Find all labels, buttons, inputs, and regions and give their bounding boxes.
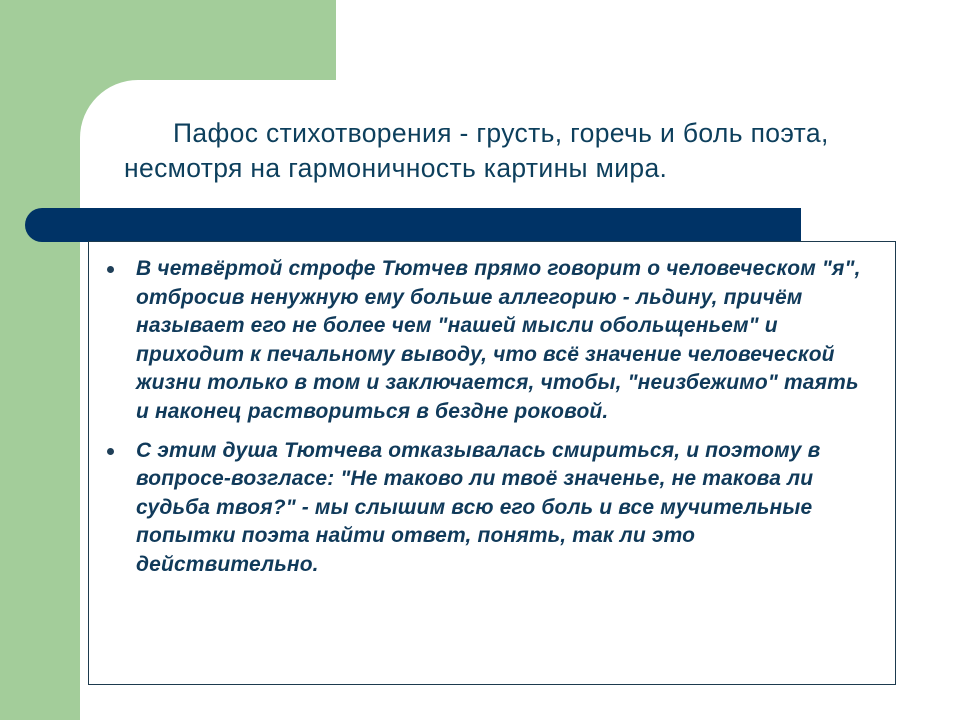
content-box: [88, 241, 896, 685]
slide-title-text: Пафос стихотворения - грусть, горечь и боль поэта, несмотря на гармоничность картины мира.: [124, 118, 829, 183]
bullet-list: [107, 255, 877, 590]
bullet-item: [107, 437, 877, 580]
bullet-dot-icon: [107, 448, 114, 455]
slide-title: [124, 116, 914, 186]
bullet-text: С этим душа Тютчева отказывалась смириться, и поэтому в вопросе-возгласе: "Не таково ли твоё значенье, не такова ли судьба твоя?" - мы слышим всю его боль и все мучительные попытки поэта найти ответ, понять, так ли это действительно.: [136, 438, 821, 576]
bullet-item: [107, 255, 877, 427]
bullet-dot-icon: [107, 266, 114, 273]
title-underline-bar: [25, 208, 801, 242]
bullet-text: В четвёртой строфе Тютчев прямо говорит о человеческом "я", отбросив ненужную ему больше аллегорию - льдину, причём называет его не более чем "нашей мысли обольщеньем" и приходит к печальному выводу, что всё значение человеческой жизни только в том и заключается, чтобы, "неизбежимо" таять и наконец раствориться в бездне роковой.: [136, 257, 861, 423]
